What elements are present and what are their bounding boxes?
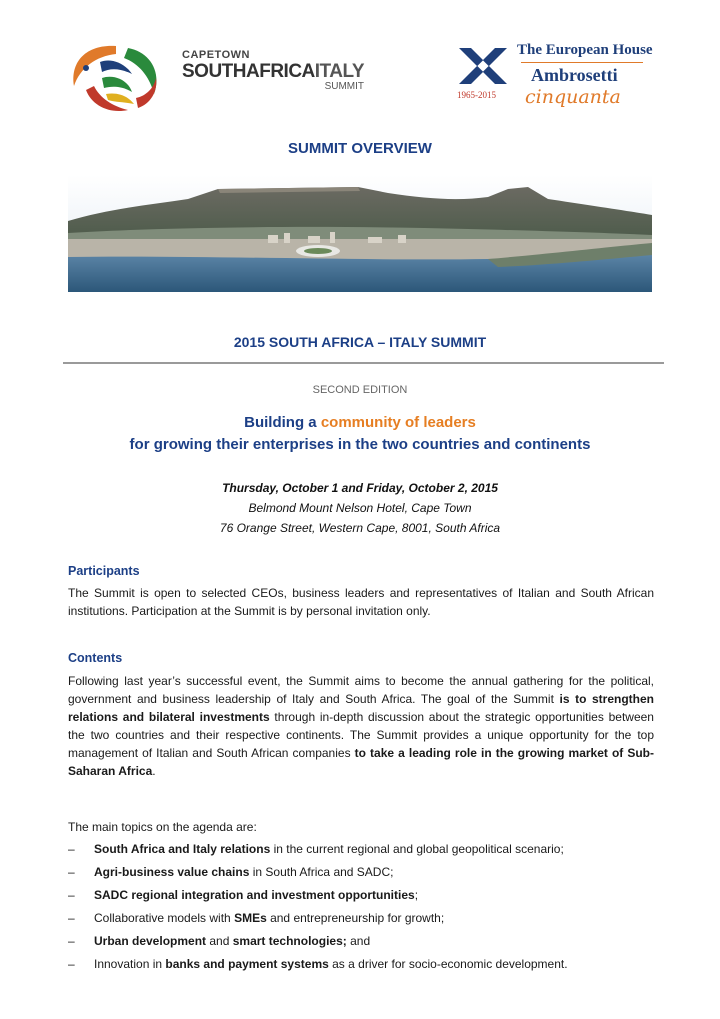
contents-text-e: . xyxy=(152,764,156,778)
list-item xyxy=(68,840,654,863)
participants-text: The Summit is open to selected CEOs, business leaders and representatives of Italian and South African institutions. Participation at the Summit is by personal invitation only. xyxy=(68,586,654,618)
event-details xyxy=(0,478,720,538)
contents-emph-2: to take a leading role in the growing market of Sub-Saharan Africa xyxy=(68,746,654,778)
topic-rest: and xyxy=(346,934,371,948)
list-bullet: – xyxy=(68,934,75,948)
list-item xyxy=(68,886,654,909)
contents-heading: Contents xyxy=(68,651,123,665)
event-venue: Belmond Mount Nelson Hotel, Cape Town xyxy=(248,501,472,515)
edition-label: SECOND EDITION xyxy=(312,384,408,396)
topic-bold: Urban development xyxy=(94,934,207,948)
ambrosetti-emblem-icon xyxy=(455,44,511,88)
contents-emph-1: is to strengthen relations and bilateral investments xyxy=(68,692,654,724)
topics-list xyxy=(68,840,654,978)
summit-swirl-logo xyxy=(66,38,166,116)
headline-part1: Building a xyxy=(244,414,321,431)
topic-mid: and xyxy=(206,934,233,948)
headline xyxy=(0,412,720,456)
summit-wordmark-main xyxy=(182,62,364,81)
list-bullet: – xyxy=(68,842,75,856)
summit-wordmark-city: CAPETOWN xyxy=(182,49,250,61)
topic-bold: SADC regional integration and investment opportunities xyxy=(94,888,415,902)
title-divider xyxy=(63,362,664,364)
list-item xyxy=(68,932,654,955)
contents-paragraph xyxy=(68,672,654,780)
list-bullet: – xyxy=(68,911,75,925)
event-address: 76 Orange Street, Western Cape, 8001, South Africa xyxy=(219,521,501,535)
ambrosetti-tagline: cinquanta xyxy=(525,86,621,108)
event-dates: Thursday, October 1 and Friday, October 2, 2015 xyxy=(222,481,498,495)
page-title: SUMMIT OVERVIEW xyxy=(288,140,432,157)
list-item xyxy=(68,863,654,886)
ambrosetti-years: 1965-2015 xyxy=(457,90,496,100)
topic-rest: and entrepreneurship for growth; xyxy=(266,911,445,925)
topic-bold: South Africa and Italy relations xyxy=(94,842,271,856)
topic-bold: SMEs xyxy=(234,911,267,925)
headline-accent: community of leaders xyxy=(320,414,476,431)
ambrosetti-logo xyxy=(455,40,655,110)
summit-wordmark xyxy=(182,50,364,92)
topic-bold: Agri-business value chains xyxy=(94,865,250,879)
topic-bold-2: smart technologies; xyxy=(232,934,347,948)
list-bullet: – xyxy=(68,957,75,971)
contents-text-c: through in-depth discussion about the strategic opportunities between the two countries and their respective continents. The Summit provides a unique opportunity for the top management of Italian and South African companies xyxy=(68,710,654,760)
ambrosetti-divider xyxy=(521,62,643,63)
topic-pre: Innovation in xyxy=(94,957,166,971)
participants-heading: Participants xyxy=(68,564,140,578)
cape-town-panorama-image xyxy=(68,175,652,292)
contents-text-a: Following last year’s successful event, the Summit aims to become the annual gathering for the political, government and business leadership of Italy and South Africa. The goal of the Summit xyxy=(68,674,654,706)
topic-pre: Collaborative models with xyxy=(94,911,235,925)
ambrosetti-line1: The European House xyxy=(517,42,653,58)
topic-rest: in South Africa and SADC; xyxy=(249,865,394,879)
summit-wordmark-summit: SUMMIT xyxy=(324,81,365,92)
topic-bold: banks and payment systems xyxy=(165,957,329,971)
summit-title: 2015 SOUTH AFRICA – ITALY SUMMIT xyxy=(233,334,487,350)
headline-line2: for growing their enterprises in the two countries and continents xyxy=(129,436,591,453)
list-bullet: – xyxy=(68,865,75,879)
topics-intro: The main topics on the agenda are: xyxy=(68,820,257,834)
summit-wordmark-italy: ITALY xyxy=(314,61,365,82)
list-bullet: – xyxy=(68,888,75,902)
topic-rest: as a driver for socio-economic development. xyxy=(328,957,568,971)
summit-wordmark-sa: SOUTHAFRICA xyxy=(182,61,315,82)
ambrosetti-line2: Ambrosetti xyxy=(531,65,618,85)
list-item xyxy=(68,955,654,978)
topic-rest: ; xyxy=(414,888,419,902)
list-item xyxy=(68,909,654,932)
headline-line1 xyxy=(0,412,720,434)
topic-rest: in the current regional and global geopolitical scenario; xyxy=(270,842,564,856)
